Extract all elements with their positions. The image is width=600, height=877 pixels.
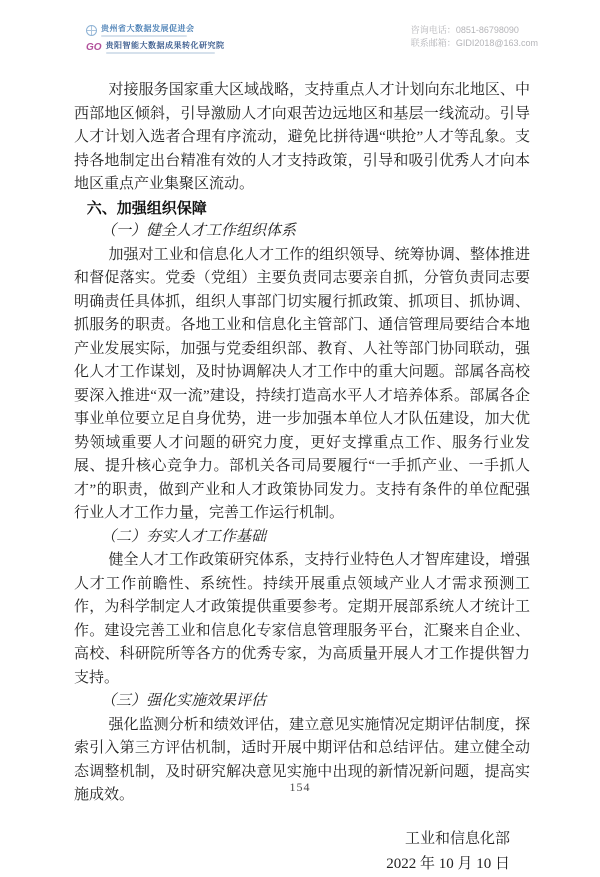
section-heading-6: 六、加强组织保障 (86, 199, 207, 217)
document-body (74, 79, 530, 877)
signature-block (74, 827, 530, 877)
logo-association-name: 贵州省大数据发展促进会 (101, 24, 195, 33)
subsection-heading-2: （二）夯实人才工作基础 (101, 528, 267, 545)
go-monogram-icon: GO (86, 42, 102, 53)
header-logos (86, 24, 225, 54)
contact-email-label: 联系邮箱： (410, 38, 456, 48)
paragraph-org-system: 加强对工业和信息化人才工作的组织领导、统筹协调、整体推进和督促落实。党委（党组）主要负责同志要亲自抓，分管负责同志要明确责任具体抓，组织人事部门切实履行抓政策、抓项目、抓协调、抓服务的职责。各地工业和信息化主管部门、通信管理局要结合本地产业发展实际，加强与党委组织部、教育、人社等部门协同联动，强化人才工作谋划，及时协调解决人才工作中的重大问题。部属各高校要深入推进“双一流”建设，持续打造高水平人才培养体系。部属各企事业单位要立足自身优势，进一步加强本单位人才队伍建设，加大优势领域重要人才问题的研究力度，更好支撑重点工作、服务行业发展、提升核心竞争力。部机关各司局要履行“一手抓产业、一手抓人才”的职责，做到产业和人才政策协同发力。支持有条件的单位配强行业人才工作力量，完善工作运行机制。 (74, 246, 530, 521)
page-header (86, 24, 538, 54)
contact-phone-number: 0851-86798090 (455, 25, 519, 35)
paragraph-evaluation: 强化监测分析和绩效评估，建立意见实施情况定期评估制度，探索引入第三方评估机制，适时开展中期评估和总结评估。建立健全动态调整机制，及时研究解决意见实施中出现的新情况新问题，提高实施成效。 (74, 716, 530, 803)
paragraph-work-foundation: 健全人才工作政策研究体系，支持行业特色人才智库建设，增强人才工作前瞻性、系统性。持续开展重点领域产业人才需求预测工作，为科学制定人才政策提供重要参考。定期开展部系统人才统计工作。建设完善工业和信息化专家信息管理服务平台，汇聚来自企业、高校、科研院所等各方的优秀专家，为高质量开展人才工作提供智力支持。 (74, 552, 530, 686)
logo-institute-name: 贵阳智能大数据成果转化研究院 (105, 41, 225, 50)
contact-info (411, 24, 538, 50)
logo-association (86, 24, 225, 37)
signature-issuer: 工业和信息化部 (404, 830, 510, 847)
contact-email-address: GIDI2018@163.com (455, 38, 538, 48)
globe-icon (86, 25, 97, 36)
logo-institute (86, 41, 225, 54)
contact-phone-line (411, 24, 538, 37)
subsection-heading-3: （三）强化实施效果评估 (101, 693, 267, 709)
logo-institute-subtitle (106, 52, 215, 54)
paragraph-talent-mobility: 对接服务国家重大区域战略，支持重点人才计划向东北地区、中西部地区倾斜，引导激励人才向艰苦边远地区和基层一线流动。引导人才计划入选者合理有序流动，避免比拼待遇“哄抢”人才等乱象。支持各地制定出台精准有效的人才支持政策，引导和吸引优秀人才向本地区重点产业集聚区流动。 (74, 82, 530, 192)
contact-email-line (411, 37, 538, 50)
contact-phone-label: 咨询电话： (410, 25, 456, 35)
logo-association-subtitle (101, 35, 187, 37)
page-number: 154 (289, 780, 311, 794)
subsection-heading-1: （一）健全人才工作组织体系 (101, 223, 297, 239)
signature-date: 2022 年 10 月 10 日 (386, 855, 510, 872)
